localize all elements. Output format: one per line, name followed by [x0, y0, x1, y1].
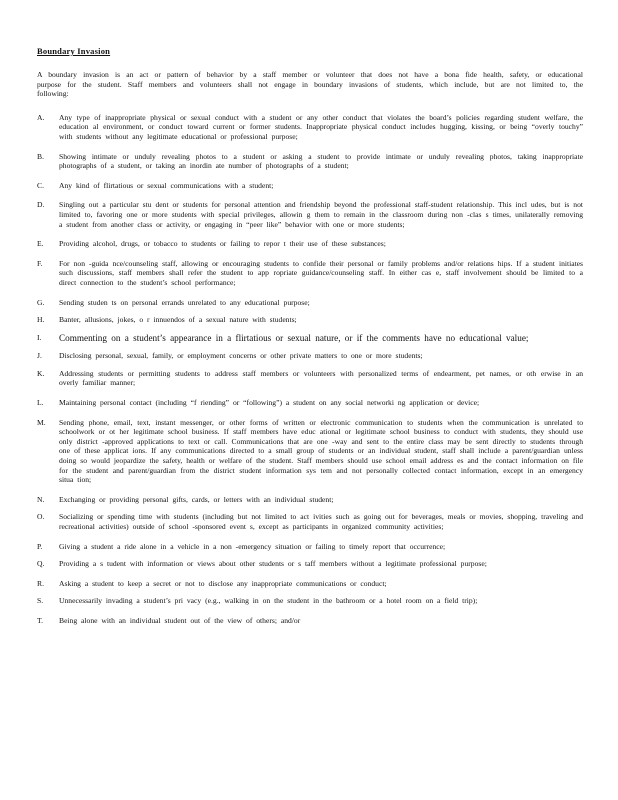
list-item-s [37, 596, 583, 606]
item-text: Sending phone, email, text, instant messenger, or other forms of written or electronic communication to students when the communication is unrelated to schoolwork or ot her legitimate school business. If staff members have educ ational or legitimate school business to conduct with students, they should use only district -approved applications to text or call. Communications that are one -way and sent to the entire class may be sent directly to students through one of these applicat ions. If any communications directed to a small group of students or an individual student, staff shall include a parent/guardian unless doing so would jeopardize the safety, health or welfare of the student. Staff members should use school email address es and the contact information on file for the student and parent/guardian from the district student information sys tem and not personally collected contact information, except in an emergency situa tion; [59, 417, 583, 485]
list-item-g [37, 298, 583, 308]
item-letter: K. [37, 368, 45, 378]
item-letter: O. [37, 512, 45, 522]
list-item-p [37, 542, 583, 552]
item-text: Unnecessarily invading a student’s pri vacy (e.g., walking in on the student in the bathroom or a hotel room on a field trip); [59, 596, 478, 606]
list-item-r [37, 579, 583, 589]
item-text: Providing alcohol, drugs, or tobacco to students or failing to repor t their use of these substances; [59, 239, 386, 249]
document-title: Boundary Invasion [37, 46, 111, 56]
item-text: Banter, allusions, jokes, o r innuendos of a sexual nature with students; [59, 315, 297, 325]
item-letter: N. [37, 494, 45, 504]
item-text: For non -guida nce/counseling staff, allowing or encouraging students to confide their personal or family problems and/or relations hips. If a student initiates such discussions, staff members shall refer the student to app ropriate guidance/counseling staff. In either cas e, staff involvement should be limited to a direct connection to the student’s school performance; [59, 258, 583, 287]
item-letter: D. [37, 200, 45, 210]
item-letter: B. [37, 151, 44, 161]
list-item-h [37, 315, 583, 325]
item-text: Providing a s tudent with information or views about other students or s taff members without a legitimate professional purpose; [59, 559, 487, 569]
intro-paragraph: A boundary invasion is an act or pattern of behavior by a staff member or volunteer that does not have a bona fide health, safety, or educational purpose for the student. Staff members and volunteers shall not engage in boundary invasions of students, which include, but are not limited to, the following: [37, 70, 583, 99]
document-page [37, 46, 583, 633]
list-item-j [37, 351, 583, 361]
list-item-e [37, 239, 583, 249]
list-item-t [37, 616, 583, 626]
item-letter: C. [37, 180, 44, 190]
item-letter: A. [37, 112, 45, 122]
item-text: Exchanging or providing personal gifts, cards, or letters with an individual student; [59, 494, 334, 504]
item-text: Sending studen ts on personal errands unrelated to any educational purpose; [59, 297, 310, 307]
item-letter: L. [37, 397, 44, 407]
item-letter: M. [37, 417, 46, 427]
item-text: Any kind of flirtatious or sexual communications with a student; [59, 180, 274, 190]
item-text: Showing intimate or unduly revealing photos to a student or asking a student to provide intimate or unduly revealing photos, taking inappropriate photographs of a student, or taking an inordin ate number of photographs of a student; [59, 151, 583, 171]
item-letter: S. [37, 596, 44, 606]
list-item-n [37, 495, 583, 505]
item-text: Giving a student a ride alone in a vehicle in a non -emergency situation or failing to timely report that occurrence; [59, 541, 446, 551]
list-item-c [37, 181, 583, 191]
item-text: Asking a student to keep a secret or not to disclose any inappropriate communications or conduct; [59, 578, 387, 588]
list-item-f [37, 259, 583, 288]
item-letter: G. [37, 297, 45, 307]
item-letter: Q. [37, 559, 45, 569]
list-item-l [37, 398, 583, 408]
list-item-o [37, 512, 583, 531]
list-item-i [37, 333, 583, 344]
list-item-a [37, 113, 583, 142]
item-text: Commenting on a student’s appearance in a flirtatious or sexual nature, or if the comments have no educational value; [59, 332, 529, 343]
item-letter: J. [37, 351, 42, 361]
item-letter: H. [37, 315, 45, 325]
item-text: Any type of inappropriate physical or sexual conduct with a student or any other conduct that violates the board’s policies regarding student welfare, the education al environment, or conduct toward current or former students. Inappropriate physical conduct includes hugging, kissing, or being “overly touchy” with students without any legitimate educational or professional purpose; [59, 112, 583, 141]
item-text: Maintaining personal contact (including “f riending” or “following”) a student on any social networki ng application or device; [59, 397, 480, 407]
item-text: Singling out a particular stu dent or students for personal attention and friendship beyond the professional staff-student relationship. This incl udes, but is not limited to, favoring one or more students with special privileges, allowin g them to remain in the classroom during non -clas s times, unilaterally removing a student from another class or activity, or engaging in “peer like” behavior with one or more students; [59, 200, 583, 229]
item-letter: R. [37, 578, 44, 588]
item-letter: F. [37, 258, 43, 268]
item-text: Disclosing personal, sexual, family, or employment concerns or other private matters to one or more students; [59, 351, 423, 361]
list-item-d [37, 200, 583, 229]
list-item-b [37, 152, 583, 171]
list-item-k [37, 369, 583, 388]
item-letter: I. [37, 332, 42, 342]
item-letter: E. [37, 239, 44, 249]
list-item-q [37, 559, 583, 569]
item-text: Addressing students or permitting students to address staff members or volunteers with personalized terms of endearment, pet names, or oth erwise in an overly familiar manner; [59, 368, 583, 388]
list-item-m [37, 418, 583, 485]
item-letter: P. [37, 541, 43, 551]
item-text: Socializing or spending time with students (including but not limited to act ivities such as going out for beverages, meals or movies, shopping, traveling and recreational activities) outside of school -sponsored event s, except as participants in organized community activities; [59, 512, 583, 531]
item-letter: T. [37, 615, 43, 625]
item-text: Being alone with an individual student out of the view of others; and/or [59, 615, 301, 625]
